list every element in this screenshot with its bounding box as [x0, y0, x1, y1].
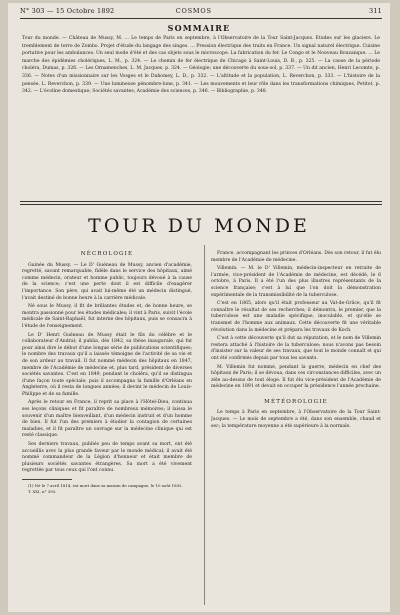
- article-paragraph: Villemin. — M. le D' Villemin, médecin-inspecteur en retraite de l'armée, vice-président de l'Académie de médecine, est décédé, le 6 octobre, à Paris. Il a été l'un des plus illustres représentants de la science française; c'est à lui que l'on doit la démonstration expérimentale de la transmissibilité de la tuberculose.: [211, 266, 381, 298]
- sommaire-text: Tour du monde. — Château de Mussy, M. ... Le temps de Paris en septembre, à l'Observatoire de la Tour Saint-Jacques. Etudes sur les glaciers. Le tremblement de terre de Zombo. Projet d'étude du langage des singes. ... Pression électrique des traits en France. Un signal naturel électrique. Cuisine portative pour les ambulances. Un seul mode d'été et des cas objets sous le microscope. La fabrication du fer. Le Congo et le Nouveau Bouzanque. ... Le marche des épidémies cholériques, L. M., p. 324. — Le chemin de fer électrique de Chicago à Saint-Louis, D. B., p. 325. — La cause de la période choléra, Dumas, p. 326. — Les Ornamenches, L. M. Jacques, p. 324. — Géologie; une découverte du sous-sol, p. 337. — Un dit ancien, Henri Lecomte, p. 336. — Notes d'un missionnaire sur les Vosges et le Dahomey, L. D., p. 332. — L'altitude et la population, L. Reverchon, p. 333. — L'histoire de la pensée, L. Reverchon, p. 339. — Une lumineuse pénombre-lune, p. 341. — Les mouvements et leur rôle dans les transformations chimiques, Petitot, p. 342. — L'écoline domestique; Sociétés savantes; Académie des sciences, p. 346. — Bibliographie, p. 348.: [22, 36, 380, 95]
- column-divider: [204, 245, 205, 605]
- page-number: 311: [368, 7, 382, 15]
- journal-name: COSMOS: [175, 7, 212, 15]
- section-rule-bottom: [20, 204, 382, 205]
- volume-note: T. XXI, n° 393.: [28, 488, 57, 494]
- article-paragraph: C'est en 1865, alors qu'il était professeur au Val-de-Grâce, qu'il fit connaître le résultat de ses recherches; il démontra, le premier, que la tuberculose est une maladie spécifique, inoculable, et qu'elle se transmet de l'homme aux animaux. Cette découverte fit une véritable révolution dans la médecine et prépara les travaux de Koch.: [211, 301, 381, 333]
- sommaire-title: SOMMAIRE: [167, 23, 231, 33]
- article-paragraph: Né sous le Mussy, il fit de brillantes études et, de bonne heure, se montra passionné pour les études médicales; il vint à Paris, suivit l'école médicale de Saint-Raphaël, fut interne des hôpitaux, puis se consacra à l'étude de l'enseignement.: [22, 304, 192, 329]
- tour-du-monde-title: TOUR DU MONDE: [88, 215, 310, 237]
- article-paragraph: Après le retour en France, il reprit sa place à l'Hôtel-Dieu, continua ses leçons cliniques et fit paraître de nombreux mémoires; il laissa le souvenir d'un maître bienveillant, d'un médecin instruit et d'un homme de bien. Il fut l'un des premiers à étudier la contagion de certaines maladies, et il fit paraître un ouvrage sur la médecine clinique qui est resté classique.: [22, 400, 192, 439]
- footnote: (1) Né le 7 avril 1814, est mort dans sa maison de campagne, le 10 août 1892.: [28, 483, 183, 488]
- article-paragraph: M. Villemin fut nommé, pendant la guerre, médecin en chef des hôpitaux de Paris; il se dévoua, dans ces circonstances difficiles, avec un zèle au-dessus de tout éloge. Il fut élu vice-président de l'Académie de médecine en 1891 et devait en occuper la présidence l'année prochaine.: [211, 364, 381, 390]
- footnote-rule: [22, 479, 72, 480]
- article-paragraph: Le temps à Paris en septembre, à l'Observatoire de la Tour Saint-Jacques. — Le mois de septembre a été, dans son ensemble, chaud et sec; la température moyenne a été supérieure à la normale.: [211, 410, 381, 429]
- article-paragraph: Guinée du Mussy. — Le D' Guéneau de Mussy, ancien d'académie, regretté, savant remarquable, fidèle dans le service des hôpitaux, aimé comme médecin, orateur et homme public, toujours dévoué à la cause de la science; c'est une perte dont il est difficile d'exagérer l'importance. Son père, qui avait lui-même été un médecin distingué, l'avait destiné de bonne heure à la carrière médicale.: [22, 262, 192, 301]
- left-column: [22, 243, 192, 608]
- journal-page: [8, 3, 390, 612]
- header-rule: [20, 18, 382, 19]
- article-paragraph: France, accompagnant les princes d'Orléans. Dès son retour, il fut élu membre de l'Académie de médecine.: [211, 251, 381, 263]
- article-paragraph: C'est à cette découverte qu'il dut sa réputation, et le nom de Villemin restera attaché à l'histoire de la tuberculose; nous n'avons pas besoin d'insister sur la valeur de ses travaux, que tout le monde connaît et qui ont été confirmés depuis par tous les savants.: [211, 336, 381, 361]
- article-paragraph: Le D' Henri Guéneau de Mussy était le fils du célèbre et le collaborateur d'Andral; il publia, dès 1842, sa thèse inaugurale, qui fut pour ainsi dire le début d'une longue série de publications scientifiques; le nombre des travaux qu'il a laissés témoigne de l'activité de sa vie et de son ardeur au travail. Il fut nommé médecin des hôpitaux en 1847, membre de l'Académie de médecine et, plus tard, président de diverses sociétés savantes. C'est en 1849, pendant le choléra, qu'il se distingua d'une façon toute spéciale; puis il accompagna la famille d'Orléans en Angleterre, où il resta de longues années; il devint le médecin de Louis-Philippe et de sa famille.: [22, 332, 192, 397]
- meteorologie-heading: MÉTÉOROLOGIE: [264, 398, 328, 405]
- issue-number: N° 303 — 15 Octobre 1892: [20, 7, 115, 15]
- necrologie-heading: NÉCROLOGIE: [80, 251, 134, 257]
- right-column: [211, 243, 381, 608]
- article-paragraph: Ses derniers travaux, publiés peu de temps avant sa mort, ont été accueillis avec la plus grande faveur par le monde médical; il avait été nommé commandeur de la Légion d'honneur et était membre de plusieurs sociétés savantes étrangères. Sa mort a été vivement regrettée par tous ceux qui l'ont connu.: [22, 442, 192, 474]
- section-rule-top: [20, 201, 382, 202]
